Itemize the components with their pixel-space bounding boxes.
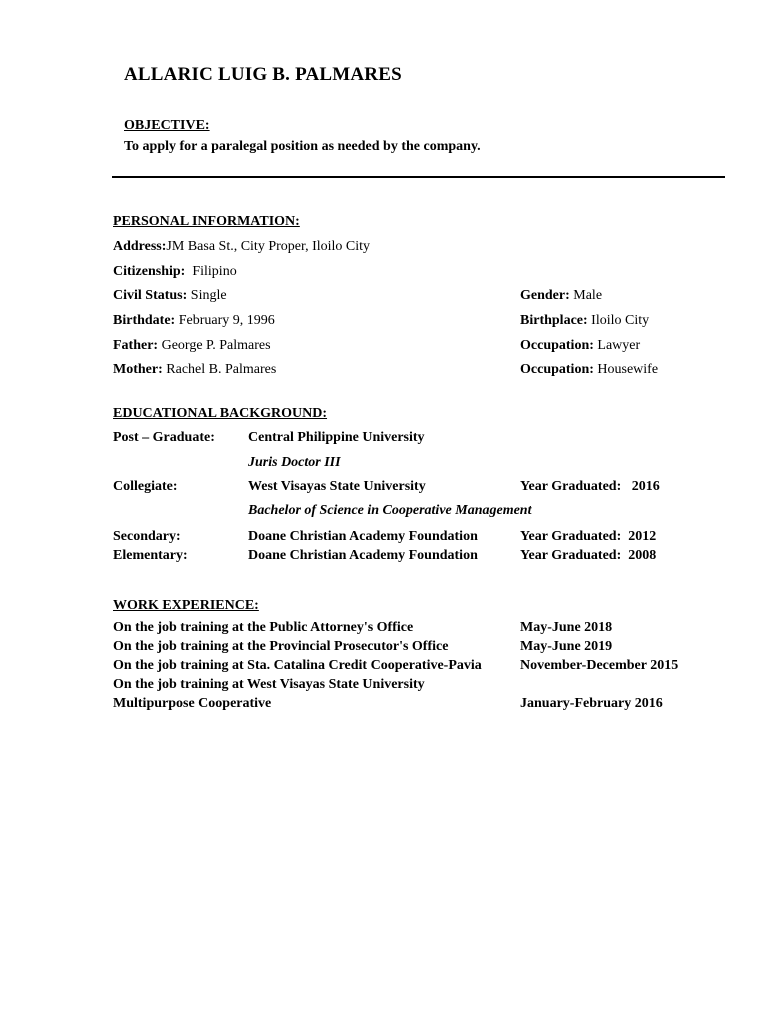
- objective-text: To apply for a paralegal position as needed by the company.: [124, 139, 481, 154]
- work-item-text: On the job training at Sta. Catalina Credit Cooperative-Pavia: [113, 658, 482, 673]
- birthdate-label: Birthdate:: [113, 313, 176, 328]
- work-item-date: January-February 2016: [520, 696, 663, 711]
- mother-occupation-row: [520, 362, 658, 378]
- work-heading: WORK EXPERIENCE:: [113, 598, 259, 613]
- education-heading: EDUCATIONAL BACKGROUND:: [113, 406, 328, 421]
- elementary-school: Doane Christian Academy Foundation: [248, 548, 478, 563]
- birthplace-label: Birthplace:: [520, 313, 588, 328]
- birthplace-row: [520, 313, 649, 329]
- mother-label: Mother:: [113, 362, 163, 377]
- collegiate-year-label: Year Graduated:: [520, 479, 622, 494]
- mother-value: Rachel B. Palmares: [166, 362, 277, 377]
- address-value: JM Basa St., City Proper, Iloilo City: [166, 239, 371, 254]
- address-label: Address:: [113, 239, 167, 254]
- elementary-year-row: [520, 548, 656, 564]
- father-row: [113, 338, 271, 354]
- father-occupation-value: Lawyer: [597, 338, 641, 353]
- postgrad-level: Post – Graduate:: [113, 430, 215, 445]
- work-item-text: Multipurpose Cooperative: [113, 696, 272, 711]
- birthplace-value: Iloilo City: [591, 313, 650, 328]
- collegiate-year: 2016: [631, 479, 660, 494]
- father-label: Father:: [113, 338, 159, 353]
- father-occupation-row: [520, 338, 640, 354]
- father-occupation-label: Occupation:: [520, 338, 594, 353]
- father-value: George P. Palmares: [161, 338, 271, 353]
- work-item-date: May-June 2019: [520, 639, 613, 654]
- mother-occupation-value: Housewife: [597, 362, 659, 377]
- gender-row: [520, 288, 602, 304]
- elementary-level: Elementary:: [113, 548, 188, 563]
- civil-status-value: Single: [190, 288, 227, 303]
- divider-rule: [112, 176, 725, 178]
- secondary-year-label: Year Graduated:: [520, 529, 622, 544]
- secondary-school: Doane Christian Academy Foundation: [248, 529, 478, 544]
- work-item-text: On the job training at West Visayas State University: [113, 677, 425, 692]
- gender-label: Gender:: [520, 288, 570, 303]
- elementary-year-label: Year Graduated:: [520, 548, 622, 563]
- objective-heading: OBJECTIVE:: [124, 118, 210, 133]
- secondary-year: 2012: [628, 529, 657, 544]
- work-item-date: May-June 2018: [520, 620, 613, 635]
- collegiate-degree: Bachelor of Science in Cooperative Management: [248, 503, 532, 518]
- civil-status-label: Civil Status:: [113, 288, 188, 303]
- collegiate-level: Collegiate:: [113, 479, 178, 494]
- collegiate-school: West Visayas State University: [248, 479, 426, 494]
- secondary-level: Secondary:: [113, 529, 181, 544]
- work-item-text: On the job training at the Public Attorney's Office: [113, 620, 414, 635]
- citizenship-label: Citizenship:: [113, 264, 186, 279]
- birthdate-value: February 9, 1996: [178, 313, 275, 328]
- work-item-text: On the job training at the Provincial Prosecutor's Office: [113, 639, 449, 654]
- birthdate-row: [113, 313, 275, 329]
- mother-occupation-label: Occupation:: [520, 362, 594, 377]
- secondary-year-row: [520, 529, 656, 545]
- personal-heading: PERSONAL INFORMATION:: [113, 214, 300, 229]
- elementary-year: 2008: [628, 548, 657, 563]
- resume-name: ALLARIC LUIG B. PALMARES: [124, 64, 402, 85]
- mother-row: [113, 362, 276, 378]
- citizenship-value: Filipino: [192, 264, 237, 279]
- gender-value: Male: [573, 288, 603, 303]
- civil-status-row: [113, 288, 227, 304]
- address-row: [113, 239, 370, 255]
- citizenship-row: [113, 264, 237, 280]
- work-item-date: November-December 2015: [520, 658, 679, 673]
- postgrad-degree: Juris Doctor III: [248, 455, 341, 470]
- collegiate-year-row: [520, 479, 660, 495]
- postgrad-school: Central Philippine University: [248, 430, 425, 445]
